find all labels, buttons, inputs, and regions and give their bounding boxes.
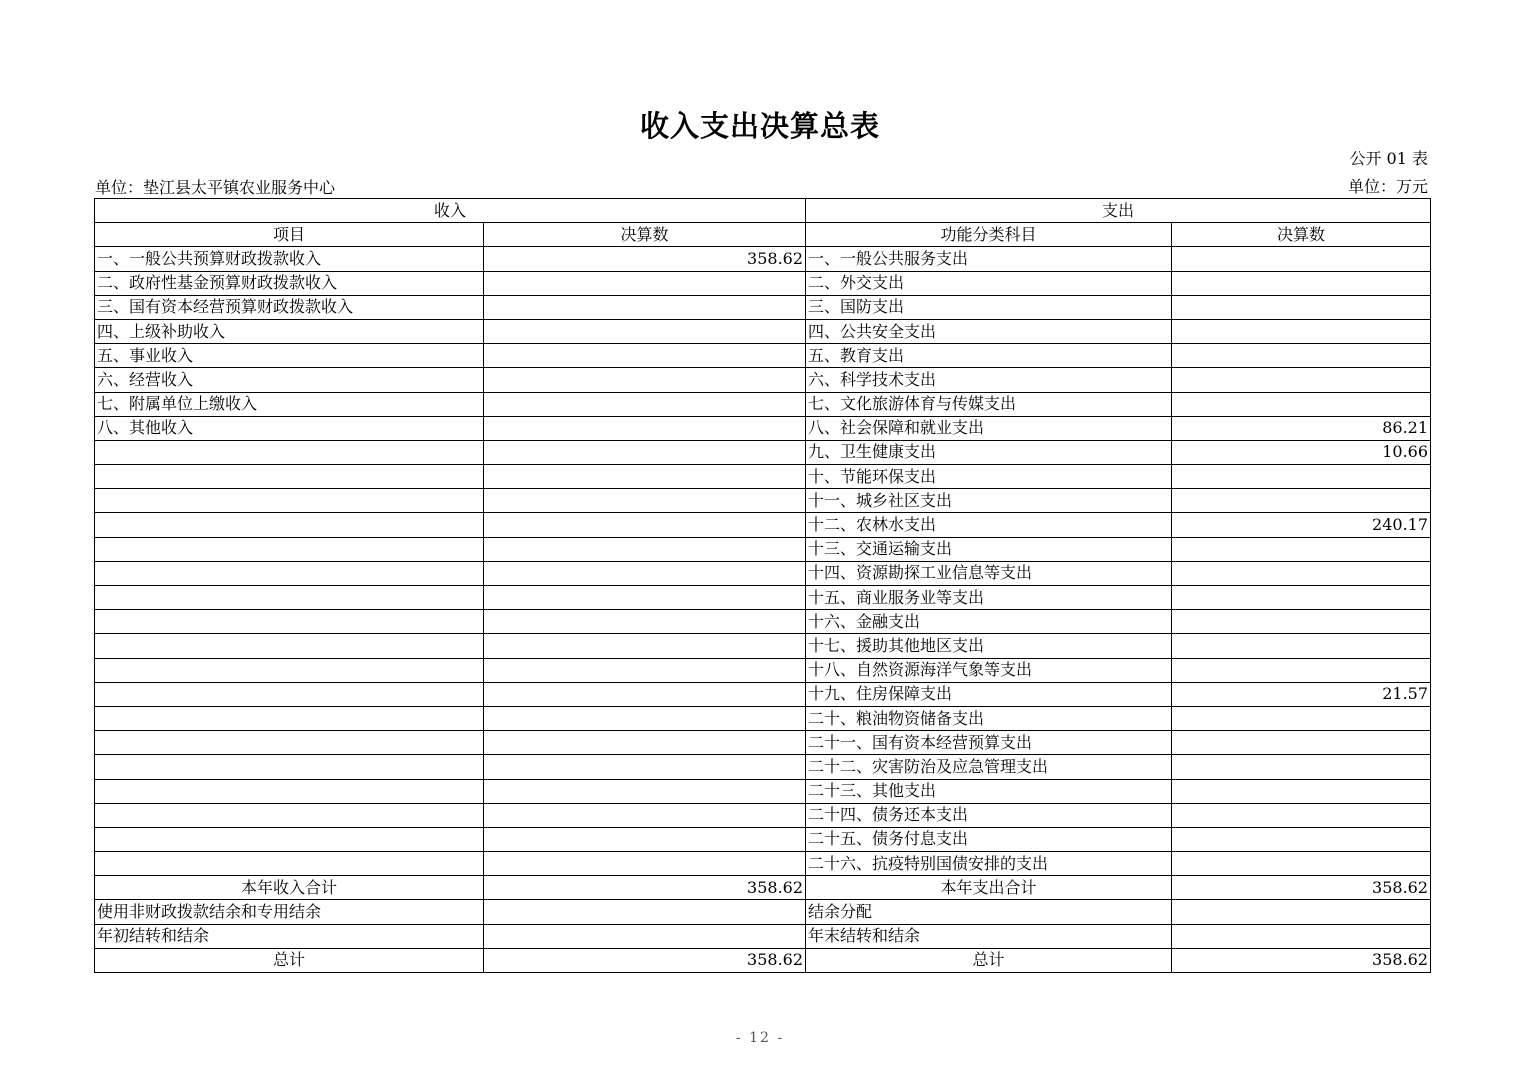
income-item-cell [95, 779, 484, 803]
income-item-cell: 三、国有资本经营预算财政拨款收入 [95, 295, 484, 319]
expense-amount-header: 决算数 [1172, 223, 1431, 247]
expense-amount-cell: 240.17 [1172, 513, 1431, 537]
income-amount-cell [484, 634, 806, 658]
expense-item-cell: 十三、交通运输支出 [806, 537, 1172, 561]
expense-item-cell: 十二、农林水支出 [806, 513, 1172, 537]
expense-amount-cell [1172, 247, 1431, 271]
expense-item-cell: 三、国防支出 [806, 295, 1172, 319]
expense-item-header: 功能分类科目 [806, 223, 1172, 247]
expense-item-cell: 十一、城乡社区支出 [806, 489, 1172, 513]
table-row [95, 561, 1431, 585]
expense-section-header: 支出 [806, 199, 1431, 223]
expense-amount-cell [1172, 634, 1431, 658]
income-subtotal-amount: 358.62 [484, 876, 806, 900]
expense-amount-cell [1172, 368, 1431, 392]
expense-item-cell: 二十一、国有资本经营预算支出 [806, 731, 1172, 755]
income-amount-cell: 358.62 [484, 247, 806, 271]
income-item-cell: 使用非财政拨款结余和专用结余 [95, 900, 484, 924]
table-row [95, 392, 1431, 416]
expense-item-cell: 十、节能环保支出 [806, 465, 1172, 489]
expense-item-cell: 二十三、其他支出 [806, 779, 1172, 803]
income-section-header: 收入 [95, 199, 806, 223]
expense-item-cell: 九、卫生健康支出 [806, 440, 1172, 464]
table-row [95, 610, 1431, 634]
expense-amount-cell [1172, 465, 1431, 489]
income-item-cell: 一、一般公共预算财政拨款收入 [95, 247, 484, 271]
expense-amount-cell [1172, 295, 1431, 319]
income-item-cell: 年初结转和结余 [95, 924, 484, 948]
table-row [95, 440, 1431, 464]
table-row [95, 319, 1431, 343]
expense-total-label: 总计 [806, 948, 1172, 972]
table-row [95, 852, 1431, 876]
expense-item-cell: 十六、金融支出 [806, 610, 1172, 634]
income-amount-cell [484, 658, 806, 682]
income-item-cell: 七、附属单位上缴收入 [95, 392, 484, 416]
expense-amount-cell [1172, 731, 1431, 755]
expense-item-cell: 二十二、灾害防治及应急管理支出 [806, 755, 1172, 779]
expense-item-cell: 年末结转和结余 [806, 924, 1172, 948]
income-amount-cell [484, 731, 806, 755]
table-row [95, 537, 1431, 561]
income-amount-cell [484, 319, 806, 343]
expense-item-cell: 四、公共安全支出 [806, 319, 1172, 343]
income-amount-cell [484, 465, 806, 489]
income-amount-cell [484, 682, 806, 706]
table-row [95, 658, 1431, 682]
expense-item-cell: 十五、商业服务业等支出 [806, 586, 1172, 610]
income-total-label: 总计 [95, 948, 484, 972]
table-row [95, 803, 1431, 827]
income-amount-cell [484, 900, 806, 924]
total-row [95, 948, 1431, 972]
table-row [95, 924, 1431, 948]
income-item-cell: 八、其他收入 [95, 416, 484, 440]
income-item-cell [95, 634, 484, 658]
table-row [95, 706, 1431, 730]
income-item-cell [95, 586, 484, 610]
expense-amount-cell [1172, 537, 1431, 561]
income-total-amount: 358.62 [484, 948, 806, 972]
table-row [95, 295, 1431, 319]
income-amount-cell [484, 392, 806, 416]
income-item-cell [95, 489, 484, 513]
income-amount-cell [484, 271, 806, 295]
table-row [95, 900, 1431, 924]
expense-item-cell: 十八、自然资源海洋气象等支出 [806, 658, 1172, 682]
income-item-cell [95, 658, 484, 682]
expense-amount-cell [1172, 924, 1431, 948]
income-amount-cell [484, 586, 806, 610]
income-amount-cell [484, 344, 806, 368]
expense-total-amount: 358.62 [1172, 948, 1431, 972]
expense-amount-cell [1172, 803, 1431, 827]
table-row [95, 755, 1431, 779]
expense-amount-cell [1172, 319, 1431, 343]
table-row [95, 489, 1431, 513]
expense-item-cell: 二十四、债务还本支出 [806, 803, 1172, 827]
column-header-row [95, 223, 1431, 247]
income-item-cell [95, 513, 484, 537]
expense-item-cell: 八、社会保障和就业支出 [806, 416, 1172, 440]
page-number: - 12 - [735, 1030, 785, 1046]
income-item-cell [95, 706, 484, 730]
income-item-cell [95, 803, 484, 827]
table-row [95, 731, 1431, 755]
income-amount-cell [484, 416, 806, 440]
income-item-cell [95, 440, 484, 464]
table-row [95, 586, 1431, 610]
table-row [95, 271, 1431, 295]
expense-subtotal-amount: 358.62 [1172, 876, 1431, 900]
income-amount-cell [484, 368, 806, 392]
expense-amount-cell [1172, 755, 1431, 779]
expense-amount-cell [1172, 779, 1431, 803]
expense-amount-cell: 21.57 [1172, 682, 1431, 706]
subtotal-row [95, 876, 1431, 900]
form-number: 公开 01 表 [1349, 149, 1428, 168]
income-item-cell: 四、上级补助收入 [95, 319, 484, 343]
expense-amount-cell [1172, 706, 1431, 730]
table-row [95, 513, 1431, 537]
expense-item-cell: 二十六、抗疫特别国债安排的支出 [806, 852, 1172, 876]
expense-item-cell: 结余分配 [806, 900, 1172, 924]
table-row [95, 344, 1431, 368]
table-row [95, 634, 1431, 658]
expense-amount-cell [1172, 489, 1431, 513]
expense-item-cell: 七、文化旅游体育与传媒支出 [806, 392, 1172, 416]
income-amount-cell [484, 489, 806, 513]
income-amount-cell [484, 295, 806, 319]
income-amount-cell [484, 827, 806, 851]
table-row [95, 779, 1431, 803]
expense-item-cell: 二十、粮油物资储备支出 [806, 706, 1172, 730]
income-amount-cell [484, 924, 806, 948]
expense-amount-cell [1172, 852, 1431, 876]
income-item-cell: 二、政府性基金预算财政拨款收入 [95, 271, 484, 295]
income-amount-cell [484, 706, 806, 730]
expense-amount-cell [1172, 827, 1431, 851]
page-title: 收入支出决算总表 [639, 109, 880, 143]
table-row [95, 465, 1431, 489]
expense-amount-cell [1172, 610, 1431, 634]
income-amount-cell [484, 537, 806, 561]
income-item-cell [95, 465, 484, 489]
expense-item-cell: 一、一般公共服务支出 [806, 247, 1172, 271]
table-row [95, 682, 1431, 706]
income-item-cell: 五、事业收入 [95, 344, 484, 368]
income-item-cell [95, 537, 484, 561]
income-item-header: 项目 [95, 223, 484, 247]
section-header-row [95, 199, 1431, 223]
expense-item-cell: 十九、住房保障支出 [806, 682, 1172, 706]
table-row [95, 416, 1431, 440]
expense-amount-cell [1172, 271, 1431, 295]
income-item-cell [95, 610, 484, 634]
expense-amount-cell [1172, 561, 1431, 585]
expense-item-cell: 十四、资源勘探工业信息等支出 [806, 561, 1172, 585]
expense-amount-cell [1172, 658, 1431, 682]
table-row [95, 247, 1431, 271]
income-item-cell [95, 755, 484, 779]
income-amount-cell [484, 852, 806, 876]
expense-subtotal-label: 本年支出合计 [806, 876, 1172, 900]
expense-item-cell: 五、教育支出 [806, 344, 1172, 368]
income-amount-cell [484, 561, 806, 585]
income-amount-cell [484, 755, 806, 779]
income-item-cell [95, 682, 484, 706]
expense-item-cell: 二、外交支出 [806, 271, 1172, 295]
expense-amount-cell: 10.66 [1172, 440, 1431, 464]
income-item-cell [95, 852, 484, 876]
expense-amount-cell [1172, 344, 1431, 368]
table-row [95, 368, 1431, 392]
income-item-cell [95, 827, 484, 851]
budget-table [94, 198, 1431, 973]
income-item-cell [95, 561, 484, 585]
expense-item-cell: 六、科学技术支出 [806, 368, 1172, 392]
income-amount-cell [484, 779, 806, 803]
income-amount-header: 决算数 [484, 223, 806, 247]
income-subtotal-label: 本年收入合计 [95, 876, 484, 900]
income-amount-cell [484, 803, 806, 827]
income-item-cell [95, 731, 484, 755]
expense-amount-cell [1172, 900, 1431, 924]
unit-organization: 单位：垫江县太平镇农业服务中心 [95, 178, 336, 197]
income-amount-cell [484, 440, 806, 464]
unit-currency: 单位：万元 [1347, 177, 1428, 196]
income-amount-cell [484, 610, 806, 634]
expense-amount-cell [1172, 586, 1431, 610]
income-item-cell: 六、经营收入 [95, 368, 484, 392]
income-amount-cell [484, 513, 806, 537]
table-row [95, 827, 1431, 851]
expense-amount-cell: 86.21 [1172, 416, 1431, 440]
expense-item-cell: 二十五、债务付息支出 [806, 827, 1172, 851]
expense-amount-cell [1172, 392, 1431, 416]
expense-item-cell: 十七、援助其他地区支出 [806, 634, 1172, 658]
